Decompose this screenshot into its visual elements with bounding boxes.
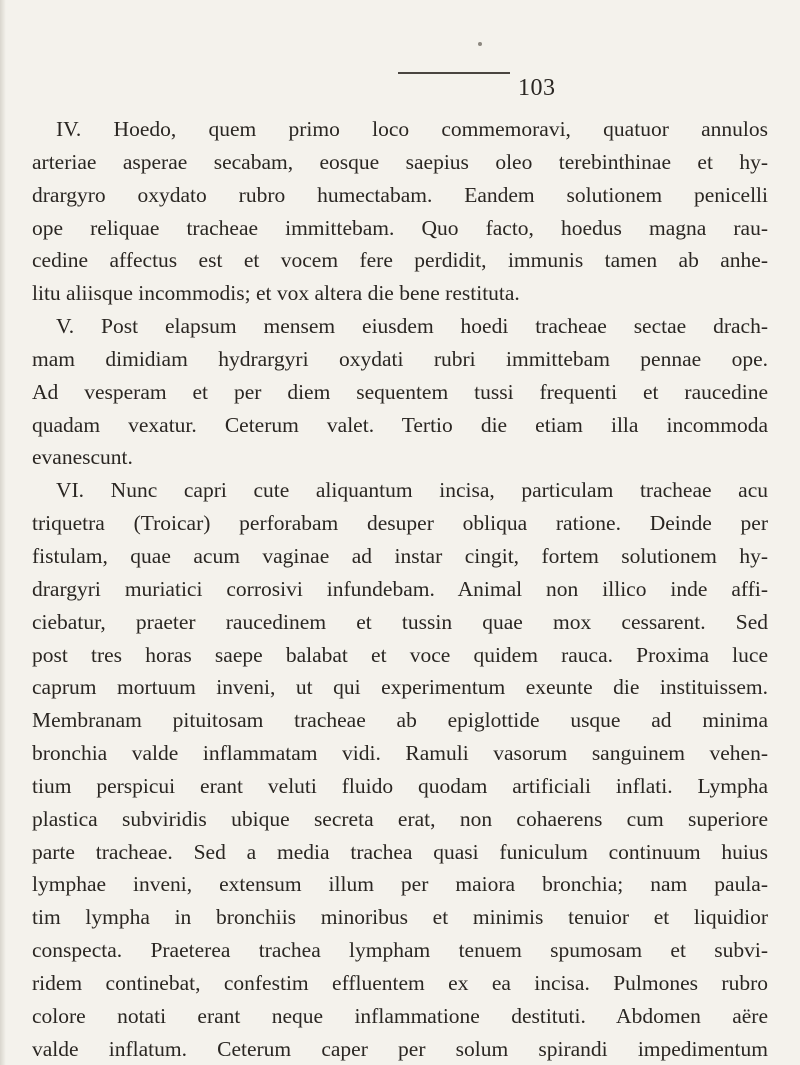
text-line: plastica subviridis ubique secreta erat, non cohaerens cum superiore bbox=[32, 806, 768, 831]
text-line: drargyri muriatici corrosivi infundebam. Animal non illico inde affi- bbox=[32, 576, 768, 601]
body-text bbox=[32, 113, 768, 1065]
text-line: post tres horas saepe balabat et voce quidem rauca. Proxima luce bbox=[32, 642, 768, 667]
header-rule bbox=[398, 72, 510, 74]
text-line: lymphae inveni, extensum illum per maiora bronchia; nam paula- bbox=[32, 872, 768, 897]
text-line: colore notati erant neque inflammatione destituti. Abdomen aëre bbox=[32, 1003, 768, 1028]
text-line: IV. Hoedo, quem primo loco commemoravi, quatuor annulos bbox=[56, 117, 768, 141]
text-line: arteriae asperae secabam, eosque saepius oleo terebinthinae et hy- bbox=[32, 149, 768, 174]
text-line: triquetra (Troicar) perforabam desuper obliqua ratione. Deinde per bbox=[32, 511, 768, 536]
text-line: fistulam, quae acum vaginae ad instar cingit, fortem solutionem hy- bbox=[32, 543, 768, 568]
text-line: VI. Nunc capri cute aliquantum incisa, particulam tracheae acu bbox=[56, 478, 768, 503]
page-edge-shadow bbox=[0, 0, 6, 1065]
text-line: conspecta. Praeterea trachea lympham tenuem spumosam et subvi- bbox=[32, 938, 768, 963]
text-line: tium perspicui erant veluti fluido quodam artificiali inflati. Lympha bbox=[32, 773, 768, 798]
text-line: ope reliquae tracheae immittebam. Quo facto, hoedus magna rau- bbox=[32, 215, 768, 240]
text-line: Membranam pituitosam tracheae ab epiglottide usque ad minima bbox=[32, 708, 768, 733]
text-line: V. Post elapsum mensem eiusdem hoedi tracheae sectae drach- bbox=[56, 314, 768, 339]
ink-speck bbox=[478, 42, 482, 46]
text-line: evanescunt. bbox=[32, 445, 133, 470]
text-line: valde inflatum. Ceterum caper per solum spirandi impedimentum bbox=[32, 1036, 768, 1061]
text-line: ridem continebat, confestim effluentem ex ea incisa. Pulmones rubro bbox=[32, 970, 768, 995]
text-line: ciebatur, praeter raucedinem et tussin quae mox cessarent. Sed bbox=[32, 609, 768, 634]
text-line: mam dimidiam hydrargyri oxydati rubri immittebam pennae ope. bbox=[32, 346, 768, 371]
text-line: cedine affectus est et vocem fere perdidit, immunis tamen ab anhe- bbox=[32, 248, 768, 273]
text-line: parte tracheae. Sed a media trachea quasi funiculum continuum huius bbox=[32, 839, 768, 864]
text-line: litu aliisque incommodis; et vox altera die bene restituta. bbox=[32, 281, 520, 306]
text-line: Ad vesperam et per diem sequentem tussi frequenti et raucedine bbox=[32, 379, 768, 404]
text-line: caprum mortuum inveni, ut qui experimentum exeunte die instituissem. bbox=[32, 675, 768, 700]
text-line: drargyro oxydato rubro humectabam. Eandem solutionem penicelli bbox=[32, 182, 768, 207]
text-line: tim lympha in bronchiis minoribus et minimis tenuior et liquidior bbox=[32, 905, 768, 930]
text-line: bronchia valde inflammatam vidi. Ramuli vasorum sanguinem vehen- bbox=[32, 741, 768, 766]
text-line: quadam vexatur. Ceterum valet. Tertio die etiam illa incommoda bbox=[32, 412, 768, 437]
page-number: 103 bbox=[518, 75, 556, 101]
